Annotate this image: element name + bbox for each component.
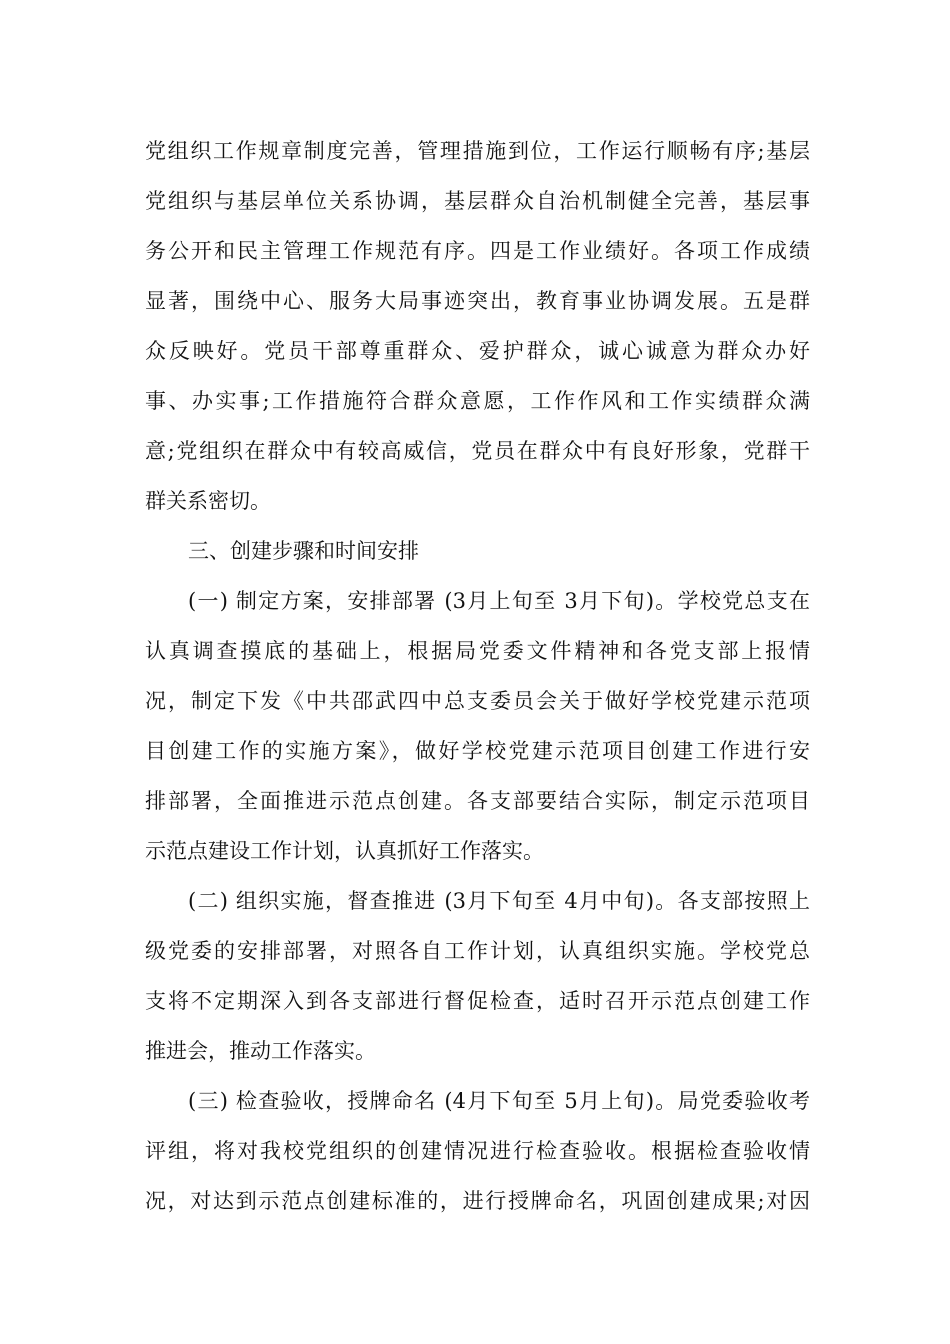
text-line: 事、办实事;工作措施符合群众意愿，工作作风和工作实绩群众满 xyxy=(145,389,810,413)
text-line: 众反映好。党员干部尊重群众、爱护群众，诚心诚意为群众办好 xyxy=(145,339,810,363)
text-line: 务公开和民主管理工作规范有序。四是工作业绩好。各项工作成绩 xyxy=(145,239,810,263)
text-line: 党组织与基层单位关系协调，基层群众自治机制健全完善，基层事 xyxy=(145,189,810,213)
text-line: 示范点建设工作计划，认真抓好工作落实。 xyxy=(145,839,544,863)
text-line: 目创建工作的实施方案》，做好学校党建示范项目创建工作进行安 xyxy=(145,739,810,763)
text-line: (三) 检查验收，授牌命名 (4月下旬至 5月上旬)。局党委验收考 xyxy=(188,1089,810,1113)
text-line: 显著，围绕中心、服务大局事迹突出，教育事业协调发展。五是群 xyxy=(145,289,810,313)
text-line: 推进会，推动工作落实。 xyxy=(145,1039,376,1063)
text-line: (二) 组织实施，督查推进 (3月下旬至 4月中旬)。各支部按照上 xyxy=(188,889,810,913)
text-line: 认真调查摸底的基础上，根据局党委文件精神和各党支部上报情 xyxy=(145,639,810,663)
text-line: 况，对达到示范点创建标准的，进行授牌命名，巩固创建成果;对因 xyxy=(145,1189,810,1213)
section-heading: 三、创建步骤和时间安排 xyxy=(188,539,419,563)
text-line: 支将不定期深入到各支部进行督促检查，适时召开示范点创建工作 xyxy=(145,989,810,1013)
text-line: (一) 制定方案，安排部署 (3月上旬至 3月下旬)。学校党总支在 xyxy=(188,589,810,613)
text-line: 党组织工作规章制度完善，管理措施到位，工作运行顺畅有序;基层 xyxy=(145,139,810,163)
text-line: 级党委的安排部署，对照各自工作计划，认真组织实施。学校党总 xyxy=(145,939,810,963)
text-line: 意;党组织在群众中有较高威信，党员在群众中有良好形象，党群干 xyxy=(145,439,810,463)
text-line: 况，制定下发《中共邵武四中总支委员会关于做好学校党建示范项 xyxy=(145,689,810,713)
text-line: 排部署，全面推进示范点创建。各支部要结合实际，制定示范项目 xyxy=(145,789,810,813)
text-line: 群关系密切。 xyxy=(145,489,271,513)
text-line: 评组，将对我校党组织的创建情况进行检查验收。根据检查验收情 xyxy=(145,1139,810,1163)
